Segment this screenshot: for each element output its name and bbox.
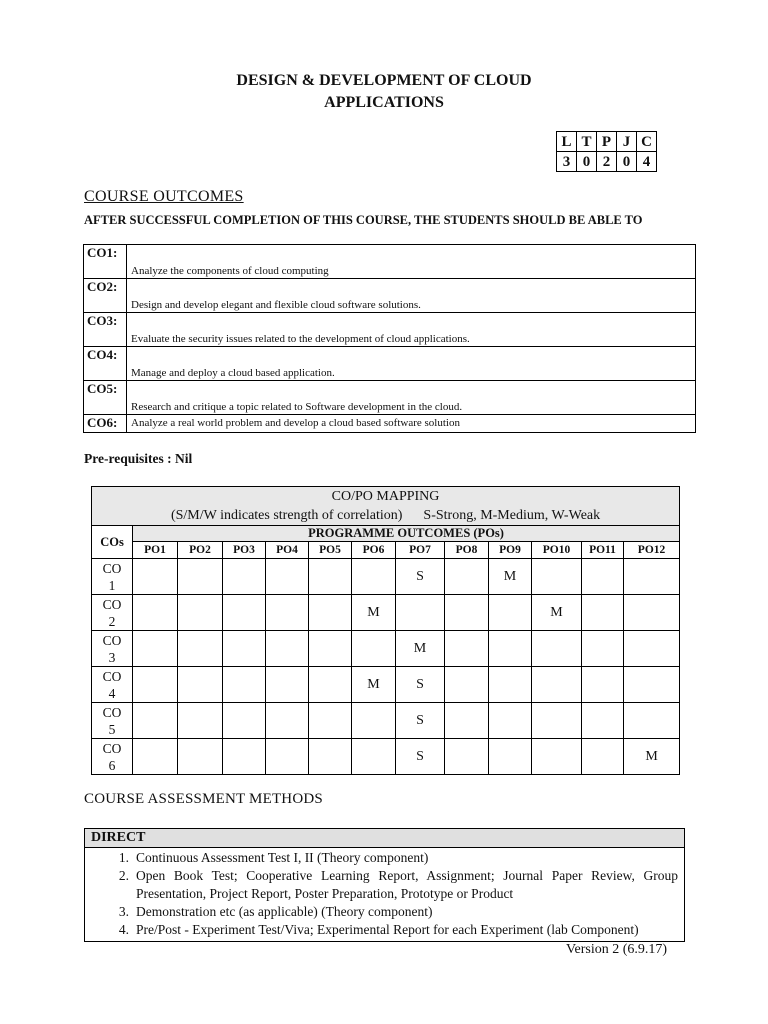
direct-items [85, 848, 685, 942]
mapping-cell [178, 739, 223, 775]
co-label: CO4: [84, 347, 127, 381]
po-column-header: PO9 [489, 542, 532, 559]
mapping-cell: S [396, 667, 445, 703]
mapping-cell [489, 739, 532, 775]
mapping-row-label [92, 703, 133, 739]
mapping-cell [223, 667, 266, 703]
mapping-cell [445, 667, 489, 703]
mapping-cell [582, 631, 624, 667]
co-description: Manage and deploy a cloud based application. [127, 347, 696, 381]
mapping-cell [223, 559, 266, 595]
co-description: Evaluate the security issues related to the development of cloud applications. [127, 313, 696, 347]
course-outcome-row [84, 313, 696, 347]
co-po-mapping-table [91, 486, 680, 775]
mapping-row-co: CO [102, 632, 122, 648]
mapping-row-number: 5 [108, 721, 116, 737]
mapping-row-number: 3 [108, 649, 116, 665]
mapping-cell [624, 559, 680, 595]
assessment-item-text: Pre/Post - Experiment Test/Viva; Experimental Report for each Experiment (lab Component) [136, 922, 639, 937]
ltpjc-header: C [637, 132, 657, 152]
po-columns-row [92, 542, 680, 559]
title-line-2: APPLICATIONS [324, 94, 444, 111]
mapping-row-co: CO [102, 704, 122, 720]
mapping-cell [582, 559, 624, 595]
mapping-cell [309, 703, 352, 739]
mapping-row-number: 4 [108, 685, 116, 701]
direct-label: DIRECT [85, 829, 685, 848]
mapping-cell [352, 631, 396, 667]
assessment-item-number: 4. [118, 922, 129, 937]
ltpjc-table [556, 131, 657, 172]
ltpjc-value: 0 [577, 152, 597, 172]
ltpjc-header: J [617, 132, 637, 152]
mapping-row-label [92, 739, 133, 775]
mapping-cell [445, 559, 489, 595]
ltpjc-value: 3 [557, 152, 577, 172]
mapping-row-co: CO [102, 740, 122, 756]
mapping-cell [309, 559, 352, 595]
assessment-item-number: 2. [118, 868, 129, 883]
mapping-cell [133, 559, 178, 595]
mapping-cell [266, 559, 309, 595]
mapping-row [92, 559, 680, 595]
mapping-cell: M [352, 667, 396, 703]
ltpjc-header: T [577, 132, 597, 152]
po-column-header: PO8 [445, 542, 489, 559]
assessment-item-number: 3. [118, 904, 129, 919]
course-outcome-row [84, 279, 696, 313]
mapping-cell [582, 739, 624, 775]
co-label: CO5: [84, 381, 127, 415]
mapping-body [92, 559, 680, 775]
mapping-row-co: CO [102, 668, 122, 684]
co-label: CO1: [84, 245, 127, 279]
course-outcome-row [84, 347, 696, 381]
mapping-cell [396, 595, 445, 631]
mapping-cell [624, 631, 680, 667]
mapping-cell [445, 595, 489, 631]
mapping-cell [532, 739, 582, 775]
mapping-cell [624, 667, 680, 703]
mapping-cell: S [396, 703, 445, 739]
co-description: Analyze the components of cloud computing [127, 245, 696, 279]
mapping-row-number: 6 [108, 757, 116, 773]
mapping-cell [489, 667, 532, 703]
po-column-header: PO5 [309, 542, 352, 559]
mapping-row [92, 631, 680, 667]
mapping-row-label [92, 631, 133, 667]
mapping-cell [445, 703, 489, 739]
mapping-row-number: 2 [108, 613, 116, 629]
direct-header-row [85, 829, 685, 848]
mapping-cell [266, 667, 309, 703]
mapping-cell [178, 559, 223, 595]
mapping-cell [266, 595, 309, 631]
mapping-cell [582, 703, 624, 739]
mapping-cell [624, 703, 680, 739]
po-column-header: PO6 [352, 542, 396, 559]
mapping-cell [532, 667, 582, 703]
mapping-title-row [92, 487, 680, 507]
version-label: Version 2 (6.9.17) [566, 942, 668, 957]
co-label: CO2: [84, 279, 127, 313]
assessment-item-text: Open Book Test; Cooperative Learning Report, Assignment; Journal Paper Review, Group Presentation, Project Report, Poster Preparation, Prototype or Product [136, 868, 678, 901]
programme-outcomes-header-row [92, 526, 680, 542]
mapping-cell [133, 595, 178, 631]
po-column-header: PO1 [133, 542, 178, 559]
mapping-cell [532, 703, 582, 739]
mapping-cell [133, 703, 178, 739]
po-column-header: PO11 [582, 542, 624, 559]
mapping-row-co: CO [102, 596, 122, 612]
mapping-row [92, 667, 680, 703]
mapping-cell [178, 595, 223, 631]
mapping-cell [309, 595, 352, 631]
mapping-cell [489, 703, 532, 739]
mapping-cell [532, 631, 582, 667]
mapping-cell: M [489, 559, 532, 595]
mapping-cell [223, 739, 266, 775]
assessment-item-number: 1. [118, 850, 129, 865]
mapping-cell [178, 631, 223, 667]
mapping-cell [266, 631, 309, 667]
mapping-cell [133, 739, 178, 775]
mapping-cell [178, 667, 223, 703]
mapping-cell [133, 667, 178, 703]
po-column-header: PO3 [223, 542, 266, 559]
mapping-cell [582, 667, 624, 703]
mapping-cell [624, 595, 680, 631]
mapping-cell [178, 703, 223, 739]
mapping-row-co: CO [102, 560, 122, 576]
mapping-cell [532, 559, 582, 595]
mapping-cell: M [352, 595, 396, 631]
mapping-cell [223, 703, 266, 739]
mapping-cell [309, 739, 352, 775]
po-column-header: PO7 [396, 542, 445, 559]
assessment-item-text: Demonstration etc (as applicable) (Theory component) [136, 904, 433, 919]
mapping-cell [352, 559, 396, 595]
po-column-header: PO10 [532, 542, 582, 559]
co-description: Analyze a real world problem and develop a cloud based software solution [127, 415, 696, 433]
co-label: CO3: [84, 313, 127, 347]
mapping-row [92, 703, 680, 739]
mapping-cell [582, 595, 624, 631]
mapping-title: CO/PO MAPPING [92, 487, 680, 507]
co-description: Research and critique a topic related to Software development in the cloud. [127, 381, 696, 415]
ltpjc-value-row [557, 152, 657, 172]
mapping-cell [445, 631, 489, 667]
assessment-heading: COURSE ASSESSMENT METHODS [84, 791, 323, 807]
assessment-item [85, 867, 678, 903]
assessment-item-text: Continuous Assessment Test I, II (Theory component) [136, 850, 429, 865]
mapping-cell: M [532, 595, 582, 631]
mapping-cell [489, 631, 532, 667]
mapping-cell [223, 595, 266, 631]
mapping-legend-left: (S/M/W indicates strength of correlation) [170, 507, 403, 523]
assessment-item [85, 903, 678, 921]
mapping-row-label [92, 595, 133, 631]
mapping-cell: M [624, 739, 680, 775]
ltpjc-value: 4 [637, 152, 657, 172]
po-column-header: PO2 [178, 542, 223, 559]
mapping-cell: S [396, 739, 445, 775]
ltpjc-header-row [557, 132, 657, 152]
mapping-cell [133, 631, 178, 667]
mapping-legend [92, 506, 680, 526]
mapping-cell [266, 703, 309, 739]
assessment-item [85, 921, 678, 939]
programme-outcomes-header: PROGRAMME OUTCOMES (POs) [133, 526, 680, 542]
mapping-cell [489, 595, 532, 631]
page-title [0, 70, 768, 114]
title-line-1: DESIGN & DEVELOPMENT OF CLOUD [236, 72, 532, 89]
ltpjc-value: 2 [597, 152, 617, 172]
co-label: CO6: [84, 415, 127, 433]
co-description: Design and develop elegant and flexible cloud software solutions. [127, 279, 696, 313]
course-outcomes-table [83, 244, 696, 433]
mapping-cell: S [396, 559, 445, 595]
direct-body-row [85, 848, 685, 942]
ltpjc-header: L [557, 132, 577, 152]
mapping-cell [352, 739, 396, 775]
mapping-cell: M [396, 631, 445, 667]
mapping-row-number: 1 [108, 577, 116, 593]
mapping-legend-row [92, 506, 680, 526]
assessment-item [85, 849, 678, 867]
course-outcome-row [84, 245, 696, 279]
mapping-cell [445, 739, 489, 775]
course-outcomes-intro: AFTER SUCCESSFUL COMPLETION OF THIS COURSE, THE STUDENTS SHOULD BE ABLE TO [84, 213, 643, 227]
direct-assessment-table [84, 828, 685, 942]
cos-header: COs [92, 526, 133, 559]
mapping-cell [309, 667, 352, 703]
course-outcome-row [84, 381, 696, 415]
mapping-row [92, 739, 680, 775]
mapping-legend-right: S-Strong, M-Medium, W-Weak [423, 507, 601, 523]
po-column-header: PO12 [624, 542, 680, 559]
mapping-row-label [92, 559, 133, 595]
mapping-row [92, 595, 680, 631]
mapping-cell [266, 739, 309, 775]
mapping-cell [352, 703, 396, 739]
mapping-cell [223, 631, 266, 667]
ltpjc-value: 0 [617, 152, 637, 172]
ltpjc-header: P [597, 132, 617, 152]
mapping-cell [309, 631, 352, 667]
po-column-header: PO4 [266, 542, 309, 559]
prerequisites: Pre-requisites : Nil [84, 451, 193, 466]
course-outcome-row [84, 415, 696, 433]
mapping-row-label [92, 667, 133, 703]
course-outcomes-heading: COURSE OUTCOMES [84, 188, 244, 205]
